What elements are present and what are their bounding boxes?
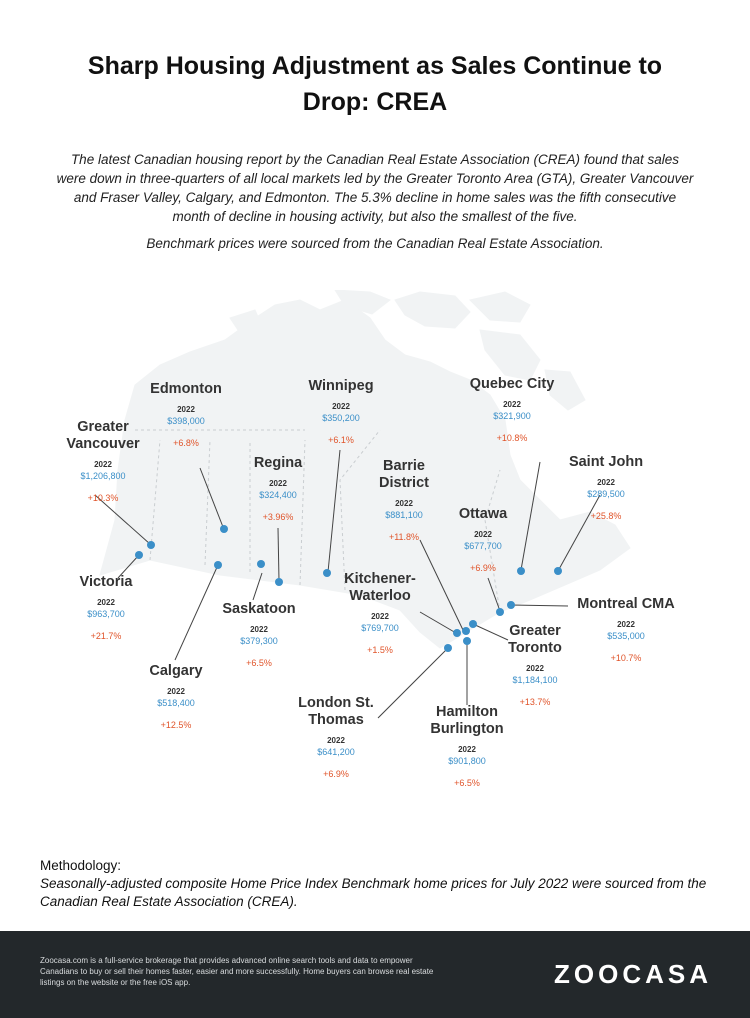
city-change: +6.5%: [454, 778, 480, 788]
marker-edmonton: [220, 525, 228, 533]
city-price: $963,700: [87, 609, 125, 619]
city-name: Regina: [253, 455, 303, 471]
city-label-winnipeg: [276, 378, 406, 445]
city-change: +12.5%: [160, 720, 192, 730]
city-change: +13.7%: [519, 697, 551, 707]
city-change: +25.8%: [590, 511, 622, 521]
city-label-kitchener-waterloo: [335, 571, 425, 655]
city-label-ottawa: [418, 506, 548, 573]
city-name: Saint John: [568, 454, 644, 470]
city-name: Montreal CMA: [577, 596, 675, 612]
city-price: $398,000: [167, 416, 205, 426]
city-year: 2022: [177, 405, 195, 414]
city-price: $324,400: [259, 490, 297, 500]
city-name: Quebec City: [469, 376, 555, 392]
marker-montreal: [507, 601, 515, 609]
marker-saskatoon: [257, 560, 265, 568]
marker-calgary: [214, 561, 222, 569]
city-year: 2022: [597, 478, 615, 487]
city-price: $641,200: [317, 747, 355, 757]
city-name: Barrie District: [379, 458, 429, 491]
marker-london-st-thomas: [444, 644, 452, 652]
city-price: $289,500: [587, 489, 625, 499]
zoocasa-logo[interactable]: ZOOCASA: [554, 959, 712, 989]
city-year: 2022: [94, 460, 112, 469]
methodology-heading: Methodology:: [40, 858, 122, 873]
city-label-hamilton-burlington: [422, 704, 512, 788]
city-name: Hamilton Burlington: [430, 704, 504, 737]
city-price: $350,200: [322, 413, 360, 423]
city-change: +10.7%: [610, 653, 642, 663]
city-label-quebec-city: [447, 376, 577, 443]
city-year: 2022: [617, 620, 635, 629]
source-note: Benchmark prices were sourced from the Canadian Real Estate Association.: [146, 236, 604, 251]
marker-hamilton-burlington: [463, 637, 471, 645]
methodology-body: Seasonally-adjusted composite Home Price Index Benchmark home prices for July 2022 were sourced from the Canadian Real Estate Association (CREA).: [40, 876, 707, 909]
city-name: Edmonton: [150, 381, 222, 397]
city-change: +6.1%: [328, 435, 354, 445]
city-name: Winnipeg: [308, 378, 374, 394]
city-change: +6.5%: [246, 658, 272, 668]
city-price: $769,700: [361, 623, 399, 633]
city-year: 2022: [269, 479, 287, 488]
city-price: $1,206,800: [80, 471, 126, 481]
city-year: 2022: [526, 664, 544, 673]
city-name: Calgary: [149, 663, 203, 679]
city-year: 2022: [167, 687, 185, 696]
city-label-regina: [213, 455, 343, 522]
city-year: 2022: [474, 530, 492, 539]
marker-greater-vancouver: [147, 541, 155, 549]
city-price: $379,300: [240, 636, 278, 646]
city-name: Greater Vancouver: [66, 419, 140, 452]
marker-barrie: [469, 620, 477, 628]
city-year: 2022: [332, 402, 350, 411]
city-year: 2022: [250, 625, 268, 634]
city-name: Saskatoon: [222, 601, 296, 617]
city-year: 2022: [371, 612, 389, 621]
methodology: [40, 857, 720, 911]
marker-victoria: [135, 551, 143, 559]
city-change: +10.8%: [496, 433, 528, 443]
city-year: 2022: [97, 598, 115, 607]
city-label-victoria: [41, 574, 171, 641]
footer: [0, 931, 750, 1018]
city-change: +6.9%: [470, 563, 496, 573]
city-name: London St. Thomas: [298, 695, 374, 728]
city-price: $881,100: [385, 510, 423, 520]
city-year: 2022: [327, 736, 345, 745]
city-name: Ottawa: [458, 506, 508, 522]
city-label-saint-john: [541, 454, 671, 521]
marker-saint-john: [554, 567, 562, 575]
city-change: +6.8%: [173, 438, 199, 448]
city-price: $321,900: [493, 411, 531, 421]
city-price: $677,700: [464, 541, 502, 551]
city-price: $1,184,100: [512, 675, 558, 685]
city-label-saskatoon: [194, 601, 324, 668]
city-year: 2022: [395, 499, 413, 508]
city-year: 2022: [458, 745, 476, 754]
marker-ottawa: [496, 608, 504, 616]
city-label-greater-toronto: [495, 623, 575, 707]
city-price: $535,000: [607, 631, 645, 641]
city-name: Kitchener-Waterloo: [344, 571, 416, 604]
footer-text: Zoocasa.com is a full-service brokerage that provides advanced online search tools and data to empower Canadians to buy or sell their homes faster, easier and more successfully. Home buyers can browse real estate listings on the website or the free iOS app.: [40, 956, 434, 987]
city-price: $518,400: [157, 698, 195, 708]
city-price: $901,800: [448, 756, 486, 766]
city-change: +1.5%: [367, 645, 393, 655]
city-label-calgary: [111, 663, 241, 730]
city-year: 2022: [503, 400, 521, 409]
marker-regina: [275, 578, 283, 586]
city-label-montreal-cma: [561, 596, 691, 663]
city-change: +10.3%: [87, 493, 119, 503]
city-change: +3.96%: [262, 512, 294, 522]
city-change: +6.9%: [323, 769, 349, 779]
city-name: Greater Toronto: [508, 623, 562, 656]
page-title: Sharp Housing Adjustment as Sales Continue to Drop: CREA: [87, 52, 663, 116]
city-change: +11.8%: [388, 532, 420, 542]
city-label-greater-vancouver: [53, 419, 153, 503]
city-change: +21.7%: [90, 631, 122, 641]
marker-greater-toronto: [462, 627, 470, 635]
city-label-london-st-thomas: [291, 695, 381, 779]
marker-winnipeg: [323, 569, 331, 577]
marker-kitchener-waterloo: [453, 629, 461, 637]
city-name: Victoria: [79, 574, 133, 590]
intro-paragraph: The latest Canadian housing report by the Canadian Real Estate Association (CREA) found that sales were down in three-quarters of all local markets led by the Greater Toronto Area (GTA), Greater Vancouver and Fraser Valley, Calgary, and Edmonton. The 5.3% decline in home sales was the fifth consecutive month of decline in housing activity, but also the smallest of the five.: [56, 152, 694, 224]
